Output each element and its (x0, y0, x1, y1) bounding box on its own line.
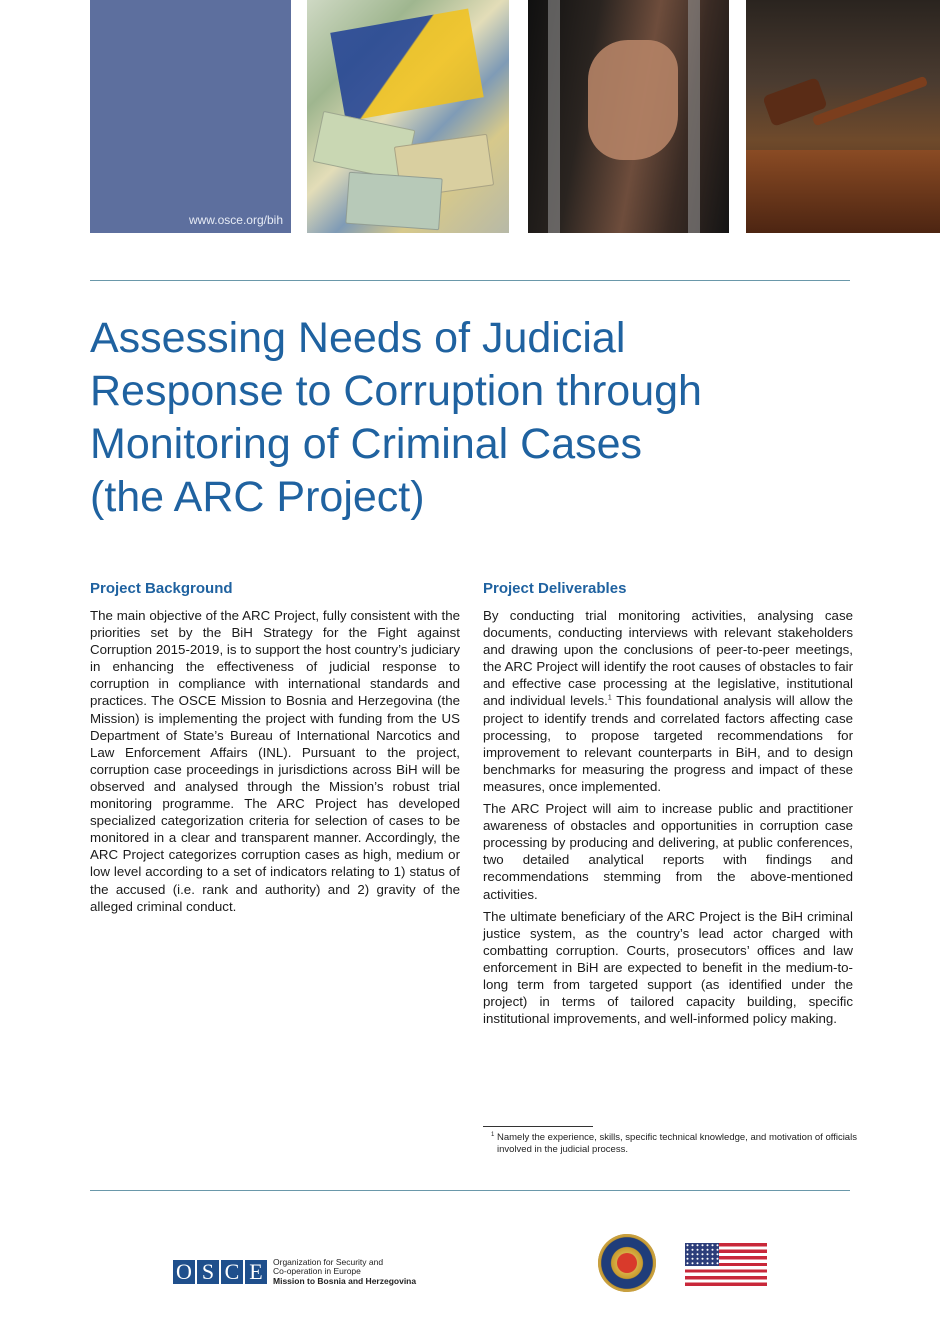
osce-letter: E (245, 1260, 267, 1284)
banknotes-photo (307, 0, 509, 233)
footnote (491, 1132, 857, 1155)
title-line: (the ARC Project) (90, 473, 425, 521)
osce-letter: C (221, 1260, 243, 1284)
osce-org-name (273, 1258, 416, 1287)
gavel-photo (746, 0, 940, 233)
osce-letters (173, 1260, 269, 1284)
section-heading: Project Deliverables (483, 580, 627, 597)
footnote-number: 1 (491, 1132, 495, 1138)
flag-graphic (330, 9, 484, 122)
gavel-handle (812, 76, 928, 126)
paragraph-text: By conducting trial monitoring activities, analysing case documents, conducting interviews with relevant stakeholders and drawing upon the conclusions of peer-to-peer meetings, the ARC Project will identify the root causes of obstacles to fair and effective case processing at the legislative, institutional and individual levels. (483, 608, 853, 709)
website-url: www.osce.org/bih (188, 213, 283, 227)
desk-graphic (746, 150, 940, 233)
osce-letter: S (197, 1260, 219, 1284)
footnote-text: Namely the experience, skills, specific technical knowledge, and motivation of officials involved in the judicial process. (497, 1132, 857, 1155)
deliverables-section (483, 580, 853, 1032)
state-department-seal-icon (598, 1234, 656, 1292)
body-paragraph (483, 607, 853, 795)
footnote-reference: 1 (607, 695, 612, 703)
section-heading: Project Background (90, 580, 233, 597)
paragraph-text: This foundational analysis will allow the project to identify trends and correlated factors affecting case processing, to propose targeted recommendations for improvement to relevant counterparts in BiH, and to design benchmarks for measuring the progress and impact of these measures, once implemented. (483, 693, 853, 794)
body-paragraph: The ultimate beneficiary of the ARC Project is the BiH criminal justice system, as the country’s lead actor charged with combatting corruption. Courts, prosecutors’ offices and law enforcement in BiH are expected to benefit in the medium-to-long term from targeted support (as identified under the project) in terms of tailored capacity building, specific institutional improvements, and well-informed policy making. (483, 908, 853, 1027)
flag-canton (685, 1243, 719, 1266)
banknote (345, 172, 442, 230)
top-divider (90, 280, 850, 281)
prison-bar (548, 0, 560, 233)
footnote-divider (483, 1126, 593, 1127)
body-paragraph: The ARC Project will aim to increase public and practitioner awareness of obstacles and opportunities in corruption case processing by producing and delivering, at public conferences, two detailed analytical reports with findings and recommendations stemming from the above-mentioned activities. (483, 801, 853, 902)
osce-letter: O (173, 1260, 195, 1284)
title-line: Assessing Needs of Judicial (90, 314, 626, 362)
hand-graphic (588, 40, 678, 160)
title-line: Response to Corruption through (90, 367, 702, 415)
mission-name: Mission to Bosnia and Herzegovina (273, 1275, 417, 1286)
org-line: Organization for Security and (273, 1256, 384, 1267)
page-title (90, 312, 850, 524)
background-section (90, 580, 460, 920)
title-line: Monitoring of Criminal Cases (90, 420, 643, 468)
header-color-block (90, 0, 291, 233)
body-paragraph: The main objective of the ARC Project, fully consistent with the priorities set by the BiH Strategy for the Fight against Corruption 2015-2019, is to support the host country’s judiciary in enhancing the effectiveness of judicial response to corruption in compliance with international standards and practices. The OSCE Mission to Bosnia and Herzegovina (the Mission) is implementing the project with funding from the US Department of State’s Bureau of International Narcotics and Law Enforcement Affairs (INL). Pursuant to the project, corruption case proceedings in jurisdictions across BiH will be observed and analysed through the Mission’s robust trial monitoring programme. The ARC Project has developed specialized categorization criteria for selection of cases to be monitored in a clear and transparent manner. Accordingly, the ARC Project categorizes corruption cases as high, medium or low level according to a set of indicators relating to 1) status of the accused (i.e. rank and authority) and 2) gravity of the alleged criminal conduct. (90, 608, 460, 914)
org-line: Co-operation in Europe (273, 1266, 361, 1277)
us-flag-icon (685, 1243, 767, 1286)
prison-hand-photo (528, 0, 729, 233)
bottom-divider (90, 1190, 850, 1191)
seal-center (617, 1253, 637, 1273)
osce-logo (173, 1258, 416, 1286)
prison-bar (688, 0, 700, 233)
